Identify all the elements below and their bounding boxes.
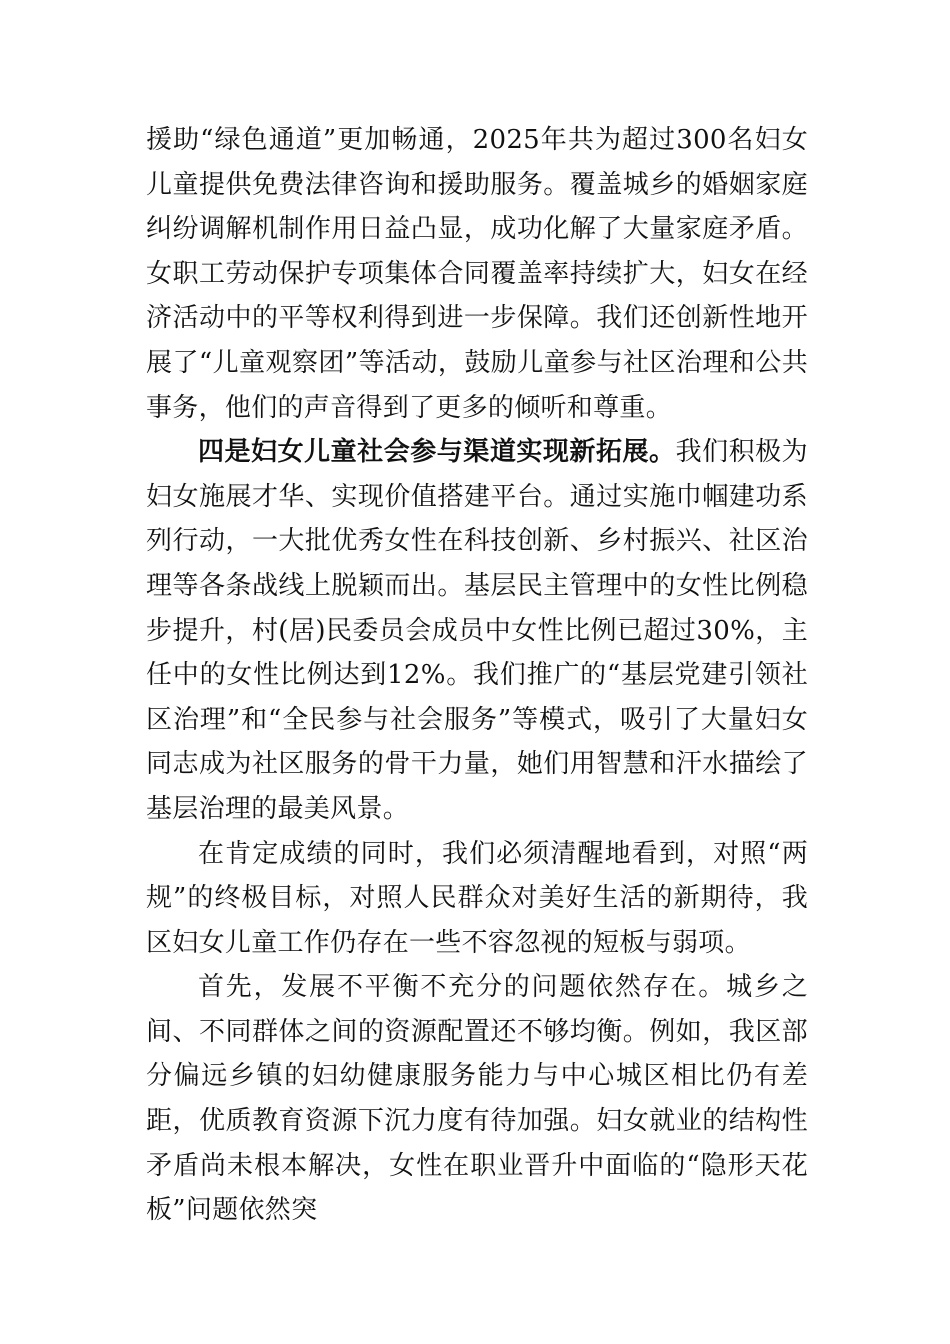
paragraph-imbalance [146, 965, 808, 1233]
paragraph-text: 援助“绿色通道”更加畅通，2025年共为超过300名妇女儿童提供免费法律咨询和援助服务。覆盖城乡的婚姻家庭纠纷调解机制作用日益凸显，成功化解了大量家庭矛盾。女职工劳动保护专项集体合同覆盖率持续扩大，妇女在经济活动中的平等权利得到进一步保障。我们还创新性地开展了“儿童观察团”等活动，鼓励儿童参与社区治理和公共事务，他们的声音得到了更多的倾听和尊重。 [146, 125, 808, 423]
paragraph-social-participation [146, 430, 808, 831]
paragraph-lead-heading: 四是妇女儿童社会参与渠道实现新拓展。 [198, 437, 676, 468]
body-text [146, 118, 808, 1233]
paragraph-text: 我们积极为妇女施展才华、实现价值搭建平台。通过实施巾帼建功系列行动，一大批优秀女性在科技创新、乡村振兴、社区治理等各条战线上脱颖而出。基层民主管理中的女性比例稳步提升，村(居)民委员会成员中女性比例已超过30%，主任中的女性比例达到12%。我们推广的“基层党建引领社区治理”和“全民参与社会服务”等模式，吸引了大量妇女同志成为社区服务的骨干力量，她们用智慧和汗水描绘了基层治理的最美风景。 [146, 437, 808, 824]
paragraph-text: 在肯定成绩的同时，我们必须清醒地看到，对照“两规”的终极目标，对照人民群众对美好生活的新期待，我区妇女儿童工作仍存在一些不容忽视的短板与弱项。 [146, 838, 808, 958]
paragraph-shortcomings-intro [146, 832, 808, 966]
paragraph-legal-aid [146, 118, 808, 430]
paragraph-text: 首先，发展不平衡不充分的问题依然存在。城乡之间、不同群体之间的资源配置还不够均衡。例如，我区部分偏远乡镇的妇幼健康服务能力与中心城区相比仍有差距，优质教育资源下沉力度有待加强。妇女就业的结构性矛盾尚未根本解决，女性在职业晋升中面临的“隐形天花板”问题依然突 [146, 972, 808, 1226]
